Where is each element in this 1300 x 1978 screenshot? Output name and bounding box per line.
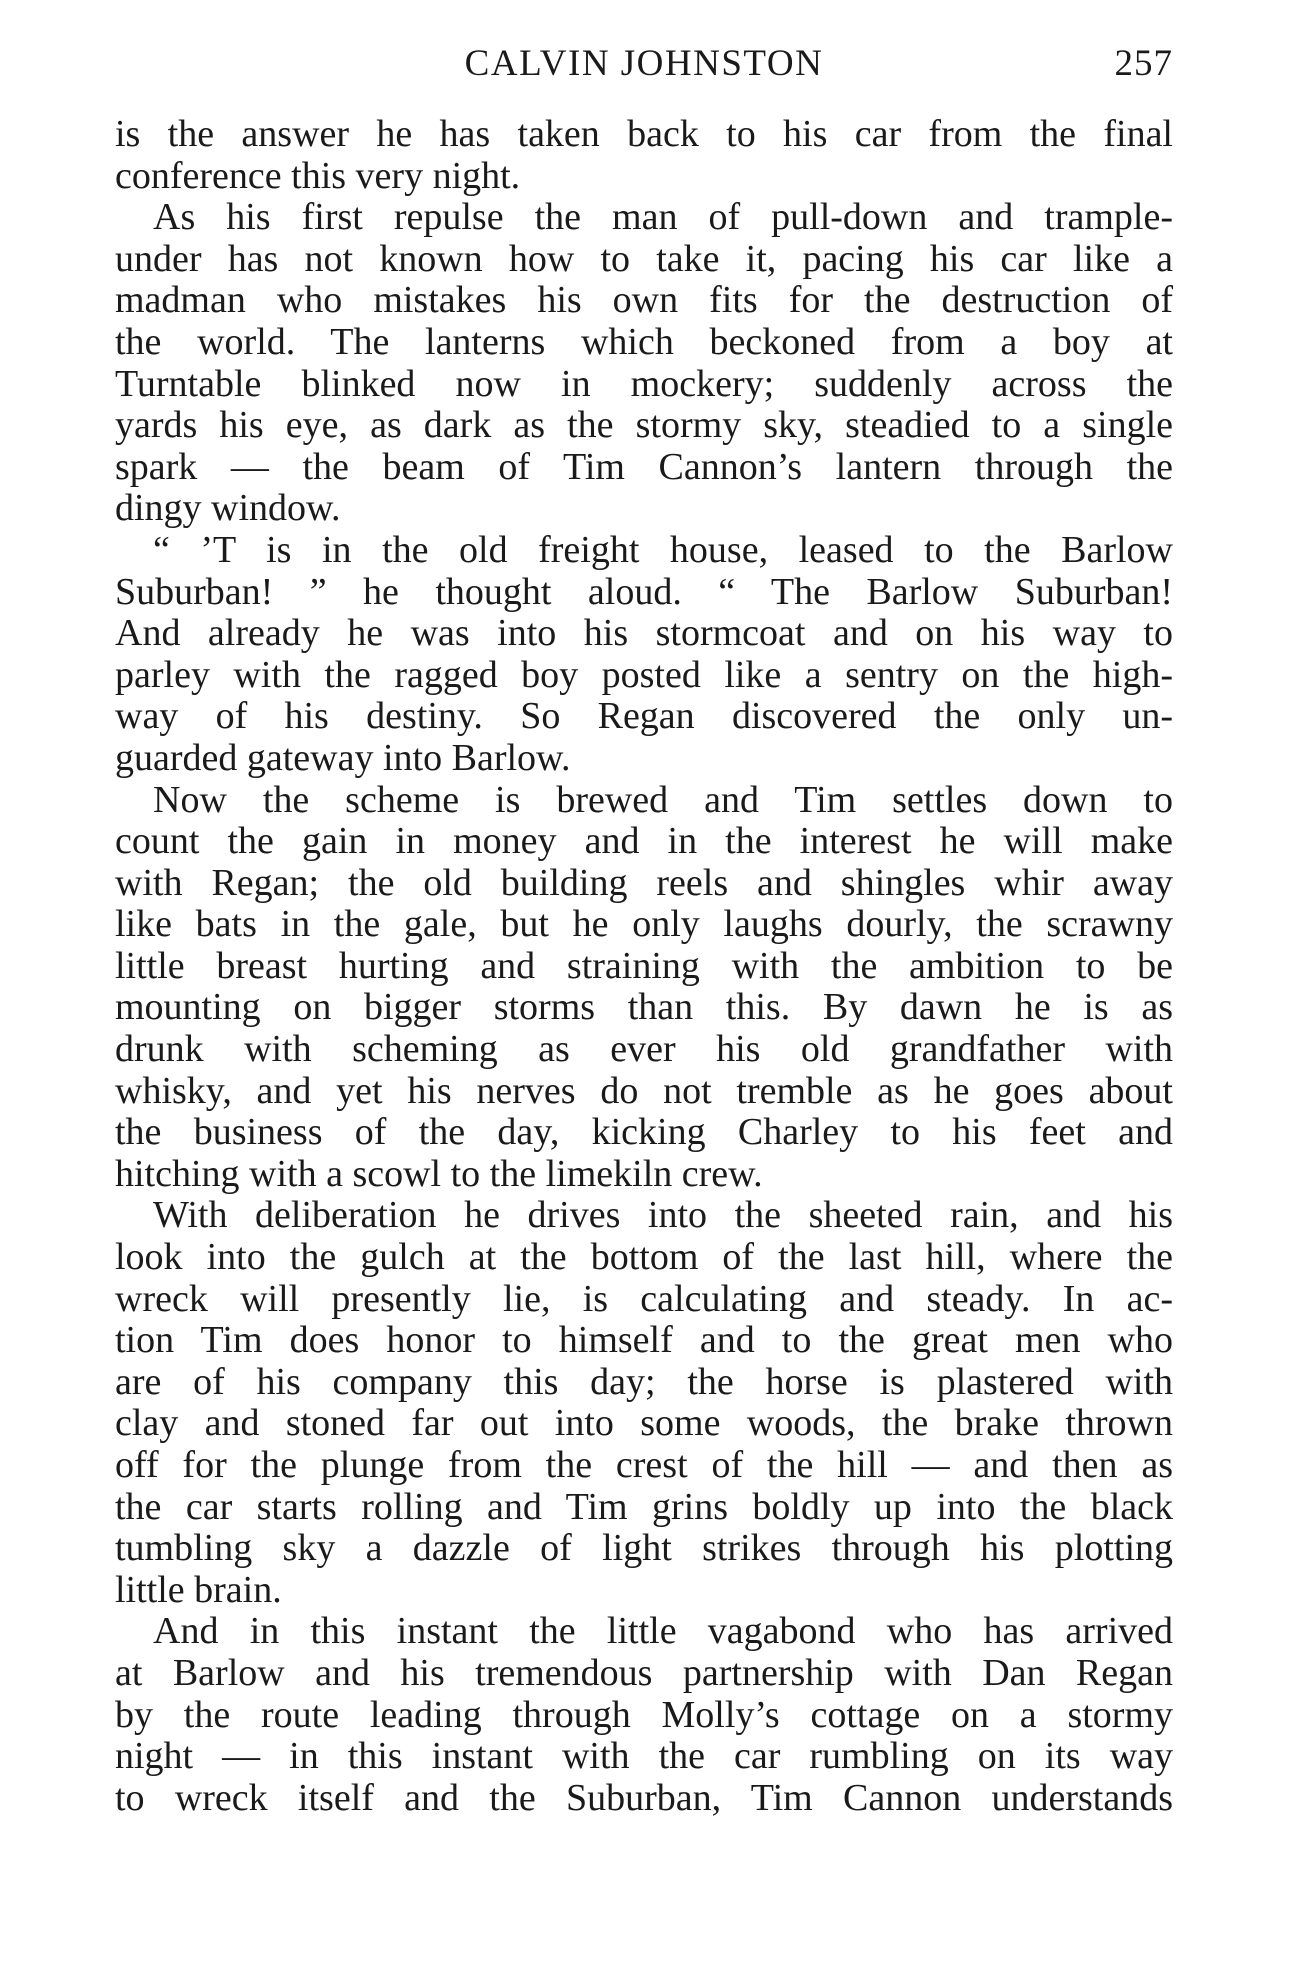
text-line: parley with the ragged boy posted like a sentry on the high- <box>115 653 1173 696</box>
text-line: yards his eye, as dark as the stormy sky, steadied to a single <box>115 404 1173 447</box>
text-line: spark — the beam of Tim Cannon’s lantern through the <box>115 445 1173 488</box>
text-line: mounting on bigger storms than this. By dawn he is as <box>115 986 1173 1029</box>
text-line: count the gain in money and in the interest he will make <box>115 820 1173 863</box>
text-line: the world. The lanterns which beckoned from a boy at <box>115 320 1173 363</box>
page-number: 257 <box>1114 43 1173 84</box>
text-line: dingy window. <box>115 487 341 530</box>
text-line: the car starts rolling and Tim grins boldly up into the black <box>115 1485 1173 1528</box>
text-line: way of his destiny. So Regan discovered the only un- <box>115 695 1173 738</box>
text-line: is the answer he has taken back to his car from the final <box>115 113 1173 155</box>
text-line: under has not known how to take it, pacing his car like a <box>115 237 1173 280</box>
text-line: to wreck itself and the Suburban, Tim Cannon understands <box>115 1776 1173 1819</box>
text-line: like bats in the gale, but he only laughs dourly, the scrawny <box>115 903 1173 946</box>
text-line: at Barlow and his tremendous partnership with Dan Regan <box>115 1651 1173 1694</box>
text-line: madman who mistakes his own fits for the destruction of <box>115 279 1173 322</box>
text-line: guarded gateway into Barlow. <box>115 736 571 779</box>
text-line: Suburban! ” he thought aloud. “ The Barlow Suburban! <box>115 570 1173 613</box>
text-line: drunk with scheming as ever his old grandfather with <box>115 1028 1173 1071</box>
text-line: with Regan; the old building reels and shingles whir away <box>115 861 1173 904</box>
text-line: And already he was into his stormcoat and on his way to <box>115 612 1173 655</box>
text-line: hitching with a scowl to the limekiln crew. <box>115 1152 763 1195</box>
text-line: With deliberation he drives into the sheeted rain, and his <box>153 1194 1173 1237</box>
text-line: the business of the day, kicking Charley to his feet and <box>115 1111 1173 1154</box>
text-line: tumbling sky a dazzle of light strikes through his plotting <box>115 1527 1173 1570</box>
text-line: clay and stoned far out into some woods, the brake thrown <box>115 1402 1173 1445</box>
text-line: whisky, and yet his nerves do not tremble as he goes about <box>115 1069 1173 1112</box>
text-line: are of his company this day; the horse is plastered with <box>115 1360 1173 1403</box>
running-title: CALVIN JOHNSTON <box>464 43 824 84</box>
body-text <box>115 114 1173 1819</box>
text-line: conference this very night. <box>115 154 521 197</box>
text-line: As his first repulse the man of pull-down and trample- <box>153 196 1173 239</box>
text-line: wreck will presently lie, is calculating and steady. In ac- <box>115 1277 1173 1320</box>
text-line: look into the gulch at the bottom of the last hill, where the <box>115 1236 1173 1279</box>
text-line: “ ’T is in the old freight house, leased to the Barlow <box>153 528 1173 571</box>
text-line: tion Tim does honor to himself and to the great men who <box>115 1319 1173 1362</box>
text-line: little brain. <box>115 1568 282 1611</box>
text-line: by the route leading through Molly’s cottage on a stormy <box>115 1693 1173 1736</box>
text-line: little breast hurting and straining with the ambition to be <box>115 944 1173 987</box>
text-line: night — in this instant with the car rumbling on its way <box>115 1735 1173 1778</box>
text-line: Now the scheme is brewed and Tim settles down to <box>153 778 1173 821</box>
text-line: Turntable blinked now in mockery; suddenly across the <box>115 362 1173 405</box>
running-head <box>115 34 1173 94</box>
text-line: off for the plunge from the crest of the hill — and then as <box>115 1444 1173 1486</box>
text-line: And in this instant the little vagabond who has arrived <box>153 1610 1173 1653</box>
